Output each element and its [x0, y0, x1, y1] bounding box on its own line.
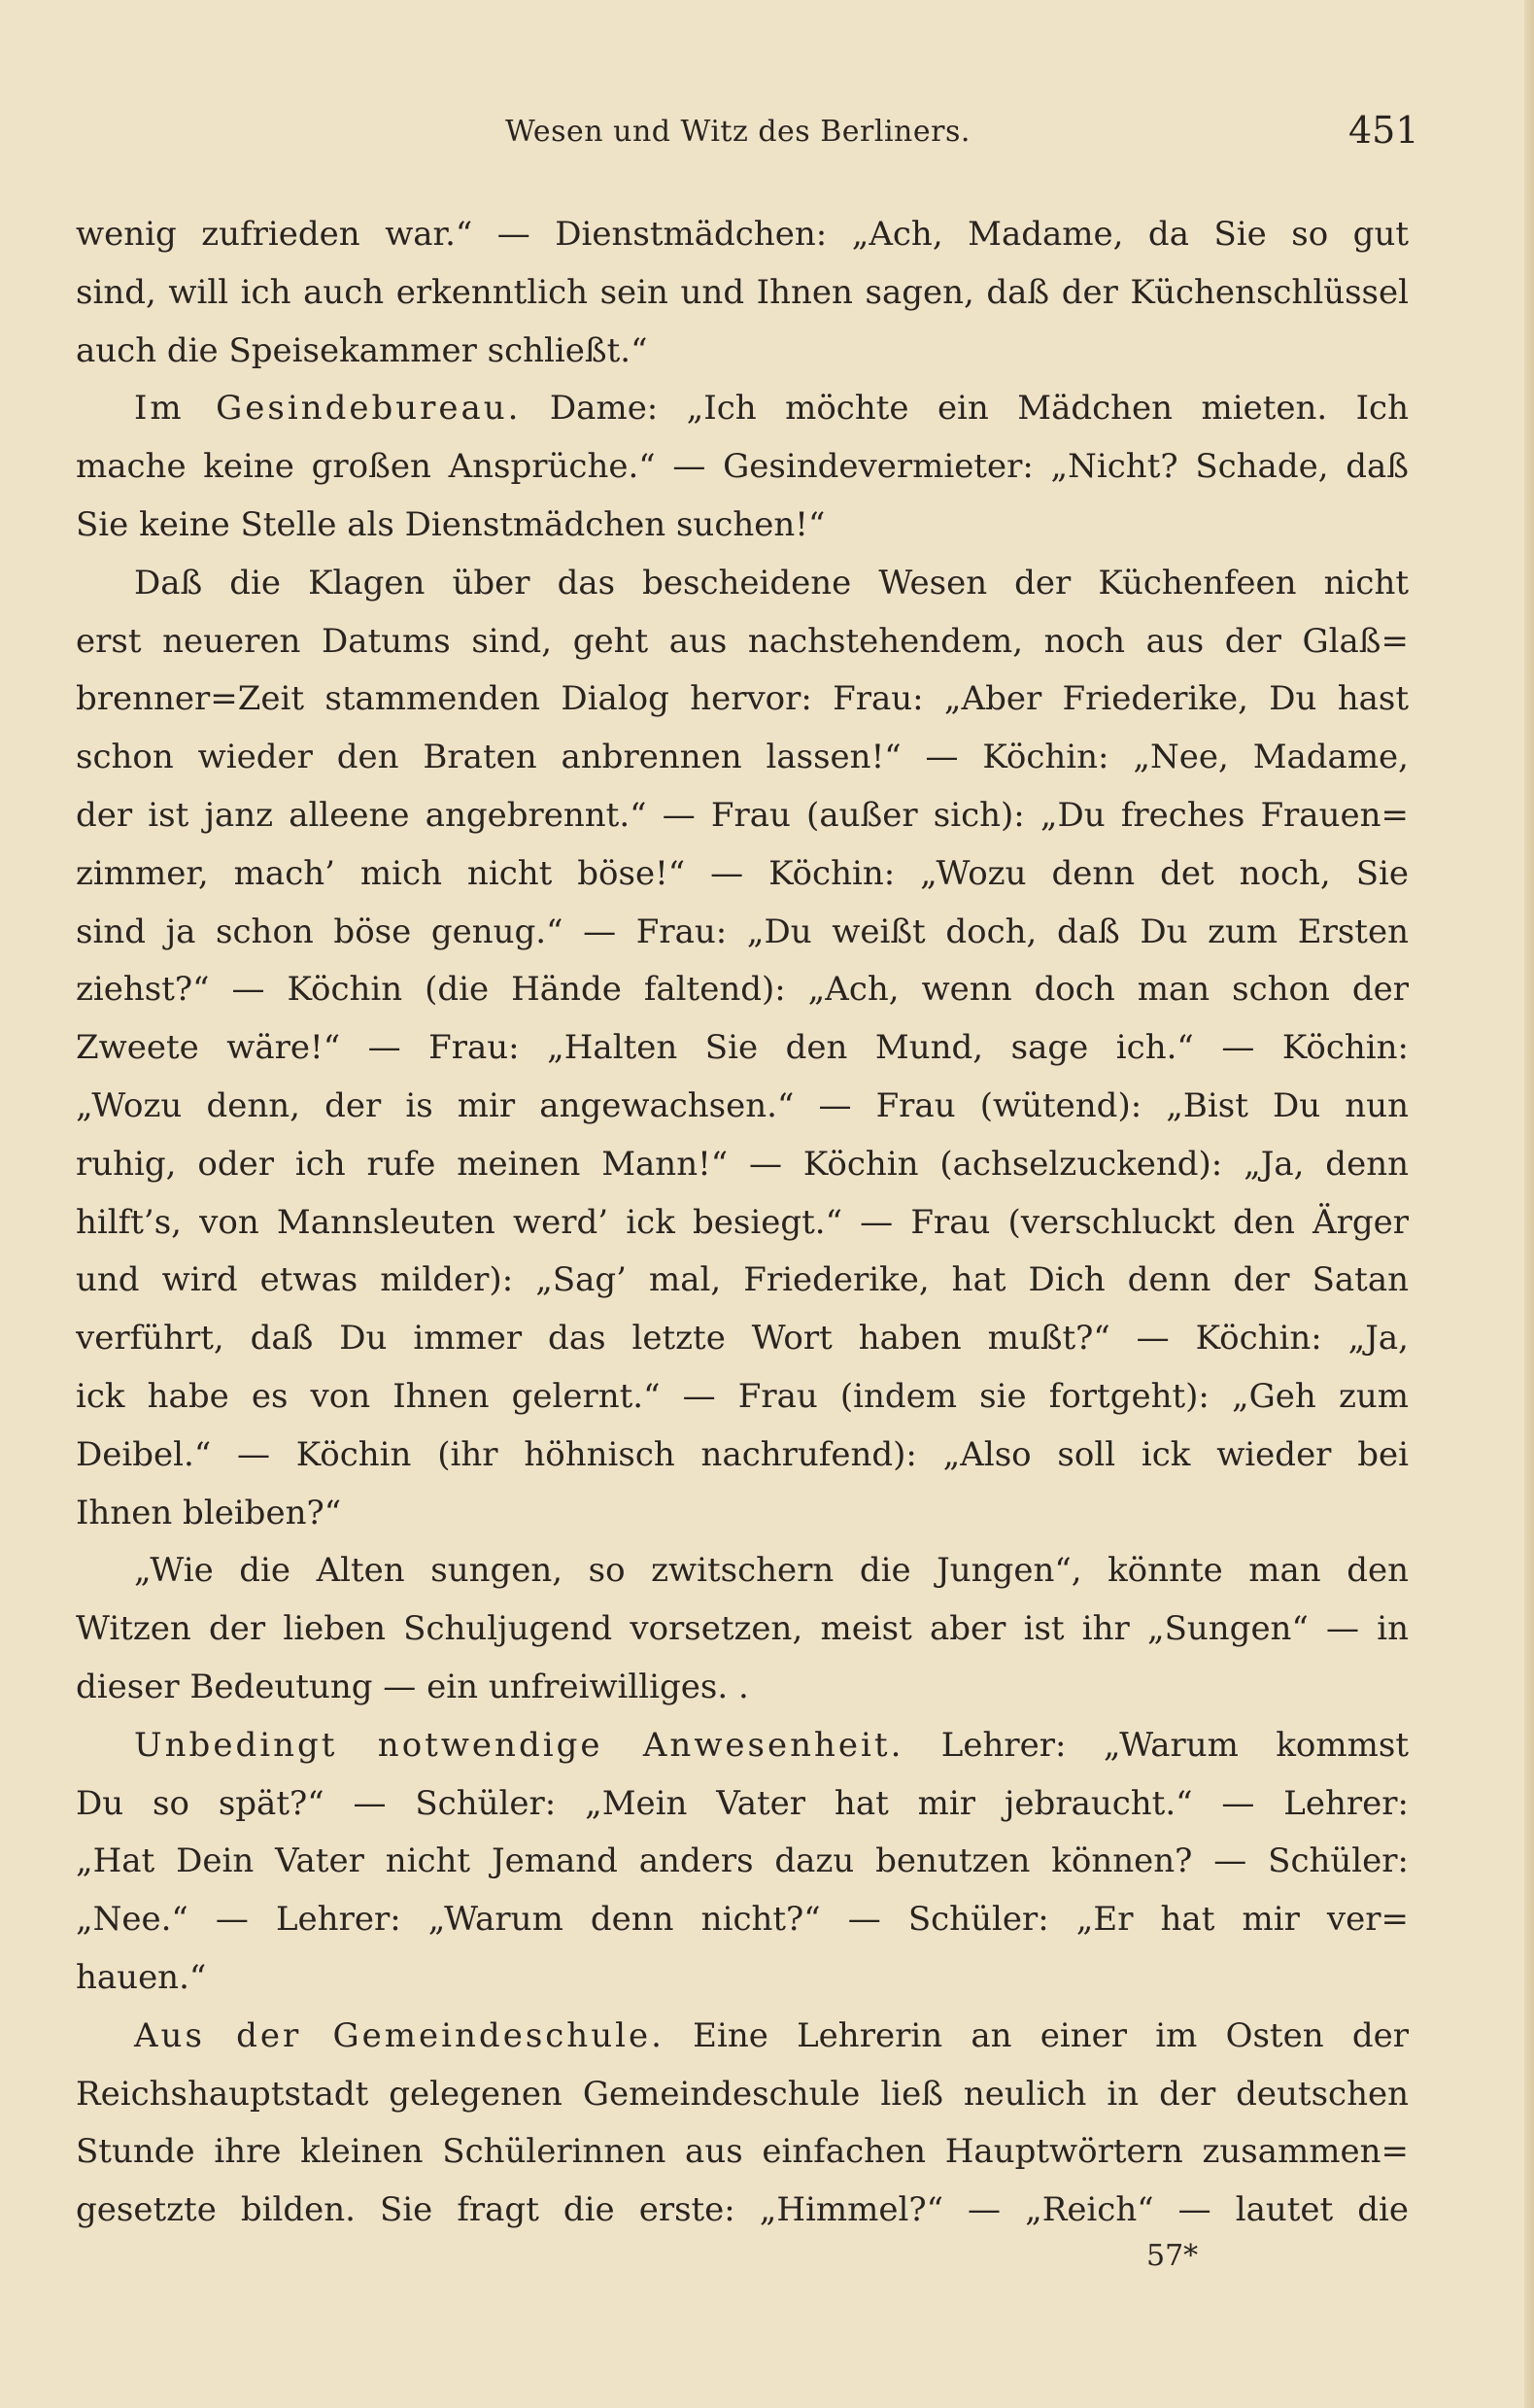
text-run: Dame: „Ich möchte ein Mädchen mieten. Ich: [521, 389, 1409, 429]
text-line: zimmer, mach’ mich nicht böse!“ — Köchin: „Wozu denn det noch, Sie: [76, 853, 1409, 893]
running-head: Wesen und Witz des Berliners.: [505, 115, 971, 149]
text-line: Deibel.“ — Köchin (ihr höhnisch nachrufend): „Also soll ick wieder bei: [76, 1434, 1409, 1474]
text-line: brenner=Zeit stammenden Dialog hervor: Frau: „Aber Friederike, Du hast: [76, 679, 1409, 719]
text-line: ziehst?“ — Köchin (die Hände faltend): „Ach, wenn doch man schon der: [76, 970, 1409, 1010]
text-line: verführt, daß Du immer das letzte Wort haben mußt?“ — Köchin: „Ja,: [76, 1319, 1409, 1359]
section-heading: Aus der Gemeindeschule.: [134, 2015, 665, 2055]
text-line: Reichshauptstadt gelegenen Gemeindeschule ließ neulich in der deutschen: [76, 2074, 1409, 2114]
text-line: schon wieder den Braten anbrennen lassen!“ — Köchin: „Nee, Madame,: [76, 738, 1409, 777]
page-number: 451: [1348, 109, 1419, 152]
text-line: „Wie die Alten sungen, so zwitschern die Jungen“, könnte man den: [134, 1551, 1409, 1591]
text-line: [76, 1717, 1409, 1775]
text-line: Witzen der lieben Schuljugend vorsetzen, meist aber ist ihr „Sungen“ — in: [76, 1609, 1409, 1649]
paragraph: [76, 1542, 1409, 1716]
text-line: ruhig, oder ich rufe meinen Mann!“ — Köchin (achselzuckend): „Ja, denn: [76, 1144, 1409, 1184]
paragraph: [76, 555, 1409, 1543]
text-line: Ihnen bleiben?“: [76, 1493, 342, 1532]
text-line: auch die Speisekammer schließt.“: [76, 330, 648, 370]
text-line: mache keine großen Ansprüche.“ — Gesindevermieter: „Nicht? Schade, daß: [76, 447, 1409, 487]
text-line: ick habe es von Ihnen gelernt.“ — Frau (indem sie fortgeht): „Geh zum: [76, 1376, 1409, 1416]
text-line: der ist janz alleene angebrennt.“ — Frau (außer sich): „Du freches Frauen=: [76, 795, 1409, 835]
text-run: Lehrer: „Warum kommst: [903, 1725, 1409, 1765]
section-heading: Unbedingt notwendige Anwesenheit.: [134, 1725, 904, 1765]
paragraph: [76, 1717, 1409, 2008]
paragraph: [76, 380, 1409, 554]
text-line: [76, 2008, 1409, 2066]
text-line: erst neueren Datums sind, geht aus nachstehendem, noch aus der Glaß=: [76, 621, 1409, 661]
text-line: und wird etwas milder): „Sag’ mal, Friederike, hat Dich denn der Satan: [76, 1260, 1409, 1300]
text-line: sind, will ich auch erkenntlich sein und Ihnen sagen, daß der Küchenschlüssel: [76, 272, 1409, 312]
text-line: Sie keine Stelle als Dienstmädchen suchen!“: [76, 504, 826, 544]
text-line: hauen.“: [76, 1957, 207, 1997]
text-line: hilft’s, von Mannsleuten werd’ ick besiegt.“ — Frau (verschluckt den Ärger: [76, 1202, 1409, 1242]
text-line: Daß die Klagen über das bescheidene Wesen der Küchenfeen nicht: [134, 563, 1409, 602]
text-line: „Wozu denn, der is mir angewachsen.“ — Frau (wütend): „Bist Du nun: [76, 1085, 1409, 1125]
text-run: Eine Lehrerin an einer im Osten der: [664, 2015, 1409, 2055]
text-line: [76, 380, 1409, 438]
text-line: Zweete wäre!“ — Frau: „Halten Sie den Mund, sage ich.“ — Köchin:: [76, 1028, 1409, 1068]
text-line: „Hat Dein Vater nicht Jemand anders dazu benutzen können? — Schüler:: [76, 1841, 1409, 1881]
text-line: „Nee.“ — Lehrer: „Warum denn nicht?“ — Schüler: „Er hat mir ver=: [76, 1900, 1409, 1940]
text-line: wenig zufrieden war.“ — Dienstmädchen: „Ach, Madame, da Sie so gut: [76, 215, 1409, 254]
body-text: [76, 206, 1409, 2240]
paragraph: [76, 2008, 1409, 2240]
text-line: dieser Bedeutung — ein unfreiwilliges. .: [76, 1667, 749, 1706]
text-line: Du so spät?“ — Schüler: „Mein Vater hat mir jebraucht.“ — Lehrer:: [76, 1783, 1409, 1823]
signature-mark: 57*: [1146, 2239, 1199, 2273]
text-line: sind ja schon böse genug.“ — Frau: „Du weißt doch, daß Du zum Ersten: [76, 912, 1409, 951]
text-line: gesetzte bilden. Sie fragt die erste: „Himmel?“ — „Reich“ — lautet die: [76, 2190, 1409, 2230]
paragraph: [76, 206, 1409, 380]
text-line: Stunde ihre kleinen Schülerinnen aus einfachen Hauptwörtern zusammen=: [76, 2132, 1409, 2172]
page-edge: [1524, 0, 1534, 2408]
section-heading: Im Gesindebureau.: [134, 389, 522, 429]
